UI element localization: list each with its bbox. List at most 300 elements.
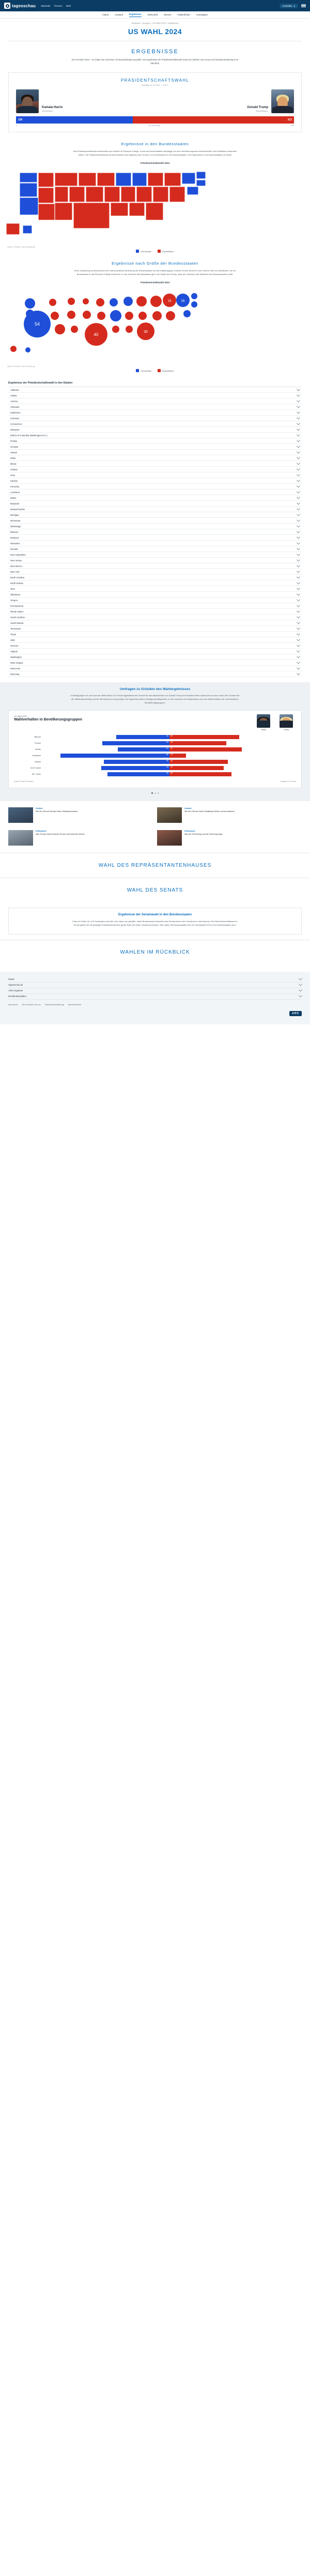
state-accordion-row[interactable] [8, 450, 302, 455]
state-accordion-row[interactable] [8, 654, 302, 660]
scale-left: 0 [16, 125, 17, 127]
poll-pagination[interactable] [0, 792, 310, 794]
poll-card [8, 710, 302, 788]
chevron-down-icon [297, 580, 300, 584]
teaser-kicker-0: Analyse [36, 807, 43, 809]
hero-title: ERGEBNISSE [131, 49, 179, 55]
chevron-down-icon [299, 977, 302, 980]
state-accordion-row[interactable] [8, 484, 302, 489]
state-accordion-row[interactable] [8, 410, 302, 416]
state-name: Delaware [10, 428, 20, 431]
footer [0, 972, 310, 1024]
teaser-kicker-2: Hintergrund [36, 830, 47, 832]
logo-mark-icon [4, 3, 10, 9]
state-name: Wisconsin [10, 667, 21, 670]
state-accordion-row[interactable] [8, 387, 302, 393]
us-map-svg [5, 167, 305, 245]
poll-row [14, 740, 296, 746]
state-name: Kentucky [10, 485, 20, 488]
state-accordion-row[interactable] [8, 404, 302, 410]
state-name: Rhode Island [10, 610, 23, 613]
state-accordion-row[interactable] [8, 444, 302, 450]
bubble-section [0, 257, 310, 285]
state-accordion-row[interactable] [8, 461, 302, 467]
poll-note: Angaben in Prozent [281, 780, 296, 783]
chevron-down-icon [297, 495, 300, 499]
electoral-bar [16, 116, 294, 124]
candidate-photo-harris [16, 89, 39, 113]
chevron-down-icon [297, 501, 300, 504]
state-name: Arkansas [10, 405, 20, 408]
states-accordion [8, 387, 302, 677]
bubble-section-text: Diese Darstellung veranschaulicht die unterschiedliche Bedeutung der Bundesstaaten für den Wahlausgang. Größere Kreise stehen für eine höhere Zahl von Wahlleuten, die ein Bundesstaat in das Electoral College entsendet. In den einzelnen Bundesstaaten gilt in der Regel das Prinzip, dass der Gewinner alle Wahlleute des Bundesstaates erhält. [74, 269, 236, 276]
poll-bar-trump: 45 [169, 741, 226, 745]
poll-source: Quelle: Edison Research [14, 780, 34, 783]
state-name: Wyoming [10, 672, 20, 676]
chevron-down-icon [297, 472, 300, 476]
poll-bar-harris: 41 [118, 747, 169, 752]
state-accordion-row[interactable] [8, 575, 302, 580]
poll-row [14, 765, 296, 771]
secnav-item-active[interactable]: Ergebnisse [129, 13, 142, 17]
chevron-down-icon [297, 637, 300, 641]
state-accordion-row[interactable] [8, 615, 302, 620]
poll-bar-trump: 57 [169, 747, 242, 752]
menu-button[interactable] [301, 4, 306, 8]
state-accordion-row[interactable] [8, 507, 302, 512]
chevron-down-icon [297, 643, 300, 647]
chevron-down-icon [297, 410, 300, 413]
footer-row-1[interactable] [8, 983, 302, 988]
polls-section [0, 682, 310, 801]
us-bubble-map[interactable] [5, 287, 305, 364]
chevron-down-icon [297, 444, 300, 448]
map-source: Quelle: AP/Stand: nach Auszählung [7, 246, 35, 249]
state-name: Georgia [10, 445, 18, 448]
state-accordion-row[interactable] [8, 518, 302, 524]
bubble-legend-dem: Demokraten [136, 369, 151, 372]
state-name: Missouri [10, 530, 19, 533]
chevron-down-icon [297, 507, 300, 510]
state-accordion-row[interactable] [8, 433, 302, 438]
state-name: Hawaii [10, 451, 17, 454]
state-accordion-row[interactable] [8, 649, 302, 654]
chevron-down-icon [297, 398, 300, 402]
map-legend [0, 248, 310, 257]
poll-row [14, 746, 296, 753]
state-name: New Mexico [10, 564, 22, 568]
state-accordion-row[interactable] [8, 427, 302, 433]
scale-right: 538 [290, 125, 294, 127]
state-name: South Dakota [10, 621, 24, 624]
candidate-name-harris: Kamala Harris [42, 106, 63, 110]
state-accordion-row[interactable] [8, 524, 302, 529]
topbar-right [280, 4, 306, 8]
teaser-thumb-1 [157, 807, 182, 823]
state-accordion-row[interactable] [8, 398, 302, 404]
state-accordion-row[interactable] [8, 535, 302, 541]
map-section-text: Das Präsidentschaftswahl entscheidet sich letztlich im Electoral College. In das die Bundesstaaten abhängig von ihrer Bevölkerungszahl unterschiedlich viele Wahlleute entsenden dürfen. Die Präsidentschaftswahl ist damit letztlich das Ergebnis einer Summe von Einzelwahlen in den Bundesstaaten. Die Ergebnisse in den Bundesstaaten im Detail: [73, 150, 237, 157]
chevron-down-icon [297, 489, 300, 493]
state-accordion-row[interactable] [8, 569, 302, 575]
brand-name: tagesschau [12, 3, 36, 8]
hero-section [0, 41, 310, 67]
us-bubble-svg [5, 287, 305, 364]
footer-row-label-0: Inland [8, 978, 14, 981]
state-accordion-row[interactable] [8, 620, 302, 626]
us-choropleth-map[interactable] [5, 167, 305, 245]
bubble-legend-rep: Republikaner [158, 369, 174, 372]
svg-text:19: 19 [167, 300, 172, 303]
teaser-1[interactable] [157, 807, 302, 823]
chevron-down-icon [297, 421, 300, 425]
secnav-item-2[interactable]: Wirtschaft [147, 13, 158, 16]
state-name: Alaska [10, 394, 17, 397]
state-name: New Jersey [10, 559, 22, 562]
state-accordion-row[interactable] [8, 666, 302, 671]
state-name: Arizona [10, 400, 18, 403]
teaser-title-0: Wie die USA auf Kamala Harris' Wahlkampf blicken [36, 810, 78, 812]
state-name: Connecticut [10, 422, 22, 425]
footer-row-3[interactable] [8, 994, 302, 1000]
poll-row [14, 771, 296, 777]
map-section-title: Ergebnisse in den Bundesstaaten [121, 142, 189, 147]
chevron-down-icon [297, 478, 300, 482]
state-name: Florida [10, 439, 17, 442]
topbar-nav-item-0[interactable]: Startseite [41, 4, 51, 7]
chevron-down-icon [297, 592, 300, 595]
state-accordion-row[interactable] [8, 512, 302, 518]
chevron-down-icon [297, 438, 300, 442]
poll-row [14, 734, 296, 740]
state-name: Utah [10, 638, 15, 641]
chevron-down-icon [297, 603, 300, 607]
top-bar [0, 0, 310, 11]
poll-bar-harris: 52 [104, 760, 169, 764]
poll-row [14, 759, 296, 765]
candidate-party-harris: Demokraten [42, 110, 53, 113]
chevron-down-icon [299, 988, 302, 992]
poll-bar-harris: 54 [101, 766, 169, 770]
svg-text:28: 28 [181, 300, 185, 303]
chevron-down-icon [297, 387, 300, 391]
state-name: Iowa [10, 473, 15, 477]
state-accordion-row[interactable] [8, 592, 302, 597]
state-name: Vermont [10, 644, 19, 647]
map-caption: Präsidentschaftswahl 2024 [140, 162, 170, 165]
state-name: New Hampshire [10, 553, 26, 556]
state-name: Tennessee [10, 627, 21, 630]
account-button[interactable] [280, 4, 298, 8]
poll-bar-trump: 49 [169, 772, 231, 776]
chevron-down-icon [297, 626, 300, 630]
candidate-harris [16, 89, 144, 113]
poll-bar-harris: 49 [107, 772, 169, 776]
footer-row-label-1: Tagesschau.de [8, 984, 23, 987]
poll-row-label: Frauen [34, 742, 41, 744]
page-title: US WAHL 2024 [128, 27, 182, 36]
state-name: Indiana [10, 468, 18, 471]
svg-text:54: 54 [34, 321, 40, 327]
senate-info-text: Etwa ein Drittel der 100 Senatssitze wird alle zwei Jahre neu gewählt. Jeder Bundesstaat entsendet zwei Senatorinnen oder Senatoren in die Kammer. Die Mehrheitsverhältnisse im Senat spielen für die jeweilige Präsidentschaft eine große Rolle bei vielen Gesetzesvorhaben. Wie haben die Bundesstaaten bei der Senatswahl 2024 in den Bundesstaaten aus? [72, 919, 238, 926]
chevron-down-icon [297, 597, 300, 601]
state-name: Michigan [10, 513, 19, 516]
state-accordion-row[interactable] [8, 472, 302, 478]
poll-row-label: Weiße [35, 748, 41, 750]
presidential-title: PRÄSIDENTSCHAFTSWAHL [121, 78, 189, 83]
poll-dot-1[interactable] [154, 792, 156, 794]
state-name: Oregon [10, 599, 18, 602]
senate-info-title: Ergebnisse der Senatswahl in den Bundesstaaten [118, 913, 192, 916]
poll-candidate-harris [257, 714, 270, 731]
state-accordion-row[interactable] [8, 501, 302, 507]
poll-footer [14, 780, 296, 783]
state-name: Maine [10, 496, 17, 499]
state-accordion-row[interactable] [8, 671, 302, 677]
secnav-item-5[interactable]: Investigativ [196, 13, 208, 16]
chevron-down-icon [297, 654, 300, 658]
electoral-bar-wrap [9, 116, 301, 132]
chevron-down-icon [297, 518, 300, 522]
legend-dem: Demokraten [136, 250, 151, 253]
chevron-down-icon [297, 524, 300, 527]
state-accordion-row[interactable] [8, 563, 302, 569]
state-name: Nebraska [10, 542, 20, 545]
state-name: Montana [10, 536, 19, 539]
poll-kicker: US Wahl 2024 [14, 714, 27, 717]
poll-row-label: 65+ Jahre [32, 773, 41, 775]
chevron-down-icon [299, 994, 302, 998]
chevron-down-icon [297, 461, 300, 465]
scale-mid: 270 zum Sieg [148, 125, 160, 127]
polls-title: Umfragen zu Gründen des Wahlergebnisses [119, 687, 191, 692]
state-accordion-row[interactable] [8, 552, 302, 558]
state-accordion-row[interactable] [8, 546, 302, 552]
poll-bar-trump: 13 [169, 754, 186, 758]
teaser-thumb-2 [8, 830, 33, 846]
state-name: New York [10, 570, 20, 573]
candidate-photo-trump [271, 89, 294, 113]
state-name: Pennsylvania [10, 604, 23, 607]
states-accordion-title: Ergebnisse der Präsidentschaftswahl in den Staaten [8, 381, 73, 385]
poll-bar-harris: 86 [60, 754, 169, 758]
chevron-down-icon [297, 535, 300, 539]
chevron-down-icon [297, 609, 300, 612]
senate-info-card [8, 908, 302, 934]
chevron-down-icon [297, 546, 300, 550]
state-name: Nevada [10, 547, 18, 550]
state-accordion-row[interactable] [8, 529, 302, 535]
teaser-kicker-3: Hintergrund [184, 830, 195, 832]
state-accordion-row[interactable] [8, 660, 302, 666]
poll-row-label: 18-29 Jahre [30, 766, 41, 769]
state-accordion-row[interactable] [8, 455, 302, 461]
topbar-nav-item-2[interactable]: Mehr [66, 4, 71, 7]
chevron-down-icon [297, 575, 300, 578]
poll-row-label: Latinos [34, 760, 41, 763]
poll-title: Wahlverhalten in Bevölkerungsgruppen [14, 717, 82, 722]
svg-text:40: 40 [94, 332, 99, 338]
state-accordion-row[interactable] [8, 580, 302, 586]
state-accordion-row[interactable] [8, 626, 302, 632]
footer-row-2[interactable] [8, 988, 302, 994]
chevron-down-icon [297, 552, 300, 556]
footer-links [8, 1000, 302, 1006]
state-name: Kansas [10, 479, 18, 482]
teaser-title-2: Was Trumps zweite Amtszeit für das Land bedeuten könnte [36, 833, 85, 835]
teaser-thumb-0 [8, 807, 33, 823]
poll-row [14, 753, 296, 759]
chevron-down-icon [297, 404, 300, 408]
topbar-nav-item-1[interactable]: Themen [54, 4, 63, 7]
retrospective-section-title: WAHLEN IM RÜCKBLICK [0, 940, 310, 964]
poll-candidate-trump [280, 714, 293, 731]
bubble-legend [0, 367, 310, 376]
map-section [0, 137, 310, 165]
ard-logo: ARD [289, 1011, 302, 1016]
poll-candidate-head [14, 714, 296, 731]
state-accordion-row[interactable] [8, 495, 302, 501]
chevron-down-icon [297, 433, 300, 436]
state-name: Washington [10, 655, 22, 658]
bubble-caption: Präsidentschaftswahl 2024 [140, 281, 170, 284]
chevron-down-icon [297, 660, 300, 664]
chevron-down-icon [297, 512, 300, 516]
state-accordion-row[interactable] [8, 603, 302, 609]
electoral-bar-harris: 226 [16, 116, 133, 124]
house-section-title: WAHL DES REPRÄSENTANTENHAUSES [0, 853, 310, 878]
secnav-item-1[interactable]: Ausland [115, 13, 123, 16]
chevron-down-icon [297, 455, 300, 459]
poll-bar-trump: 46 [169, 760, 228, 764]
legend-rep: Republikaner [158, 250, 174, 253]
electoral-scale [16, 125, 294, 127]
chevron-down-icon [297, 671, 300, 675]
secnav-item-0[interactable]: Inland [102, 13, 109, 16]
state-accordion-row[interactable] [8, 421, 302, 427]
poll-photo-harris [257, 714, 270, 728]
state-accordion-row[interactable] [8, 438, 302, 444]
teaser-0[interactable] [8, 807, 153, 823]
breadcrumb: Startseite > Ausland > US-Wahl 2024 > Ergebnisse [131, 22, 179, 24]
chevron-down-icon [297, 666, 300, 669]
chevron-down-icon [297, 484, 300, 487]
chevron-down-icon [297, 615, 300, 618]
state-name: Ohio [10, 587, 15, 590]
poll-photo-trump [280, 714, 293, 728]
state-name: District of Columbia (Washington D.C.) [10, 434, 48, 437]
secnav-item-3[interactable]: Wissen [164, 13, 172, 16]
state-name: Kalifornien [10, 411, 21, 414]
state-name: Idaho [10, 456, 16, 459]
chevron-down-icon [299, 983, 302, 986]
chevron-down-icon [297, 416, 300, 419]
footer-row-label-3: Rundfunkanstalten [8, 995, 26, 998]
teaser-thumb-3 [157, 830, 182, 846]
state-accordion-row[interactable] [8, 643, 302, 649]
state-accordion-row[interactable] [8, 558, 302, 563]
state-accordion-row[interactable] [8, 609, 302, 615]
poll-dot-2[interactable] [158, 792, 159, 794]
footer-row-0[interactable] [8, 977, 302, 983]
user-icon: ● [293, 4, 295, 7]
chevron-down-icon [297, 467, 300, 470]
teaser-row-2 [0, 830, 310, 853]
candidate-trump [166, 89, 294, 113]
candidate-party-trump: Republikaner [256, 110, 268, 113]
teaser-2[interactable] [8, 830, 153, 846]
teaser-title-3: Was die USA bewegt und die Stimmung prägt [184, 833, 222, 835]
footer-link-0[interactable]: Impressum [8, 1003, 18, 1006]
account-label: Anmelden [282, 4, 292, 7]
teaser-3[interactable] [157, 830, 302, 846]
bubble-section-title: Ergebnisse nach Größe der Bundesstaaten [112, 261, 198, 266]
secnav-item-4[interactable]: Faktenfinder [177, 13, 190, 16]
chevron-down-icon [297, 529, 300, 533]
state-accordion-row[interactable] [8, 467, 302, 472]
state-accordion-row[interactable] [8, 597, 302, 603]
state-accordion-row[interactable] [8, 632, 302, 637]
chevron-down-icon [297, 427, 300, 431]
state-name: West Virginia [10, 661, 23, 664]
poll-bar-harris: 53 [102, 741, 169, 745]
poll-name-harris: Harris [261, 728, 266, 731]
state-accordion-row[interactable] [8, 393, 302, 398]
poll-dot-0[interactable] [151, 792, 153, 794]
chevron-down-icon [297, 632, 300, 635]
state-name: Virginia [10, 650, 18, 653]
state-accordion-row[interactable] [8, 637, 302, 643]
footer-row-label-2: ARD-Angebote [8, 989, 23, 992]
chevron-down-icon [297, 563, 300, 567]
poll-row-label: Männer [34, 735, 41, 738]
state-accordion-row[interactable] [8, 478, 302, 484]
state-name: Maryland [10, 502, 20, 505]
state-accordion-row[interactable] [8, 416, 302, 421]
state-name: South Carolina [10, 616, 25, 619]
candidate-name-trump: Donald Trump [247, 106, 268, 110]
state-accordion-row[interactable] [8, 489, 302, 495]
chevron-down-icon [297, 558, 300, 561]
state-name: Massachusetts [10, 508, 25, 511]
hero-text: Die US-Wahl 2024 – So haben die einzelnen US-Bundesstaaten gewählt. Die Ergebnisse der Präsidentschaftswahl sowie der Wahlen zum Senat und Repräsentantenhaus im Überblick. [71, 58, 239, 65]
chevron-down-icon [297, 393, 300, 396]
state-name: Illinois [10, 462, 17, 465]
chevron-down-icon [297, 450, 300, 453]
state-name: Alabama [10, 388, 19, 391]
teaser-title-1: Wie die USA auf Harris' Wahlkampf blicken und wie weiterhin [184, 810, 235, 812]
brand-logo[interactable] [4, 3, 36, 9]
poll-name-trump: Trump [283, 728, 289, 731]
bubble-source: Quelle: AP/Stand: nach Auszählung [7, 365, 35, 368]
state-name: Mississippi [10, 525, 21, 528]
electoral-bar-trump: 312 [133, 116, 294, 124]
teaser-row-1 [0, 801, 310, 830]
poll-bar-harris: 42 [116, 735, 169, 739]
poll-bar-trump: 55 [169, 735, 239, 739]
state-accordion-row[interactable] [8, 541, 302, 546]
section-nav [0, 11, 310, 19]
footer-link-1[interactable]: Sie erreichen Sie uns [22, 1003, 41, 1006]
footer-link-2[interactable]: Datenschutzerklärung [44, 1003, 64, 1006]
state-accordion-row[interactable] [8, 586, 302, 592]
presidential-subtitle: Wahltag: 05.11.2024 — 8:42 h [142, 84, 168, 87]
state-name: Louisiana [10, 490, 20, 494]
state-name: Colorado [10, 417, 19, 420]
teaser-kicker-1: Analyse [184, 807, 192, 809]
footer-link-3[interactable]: Barrierefreiheit [68, 1003, 81, 1006]
state-name: Oklahoma [10, 593, 21, 596]
